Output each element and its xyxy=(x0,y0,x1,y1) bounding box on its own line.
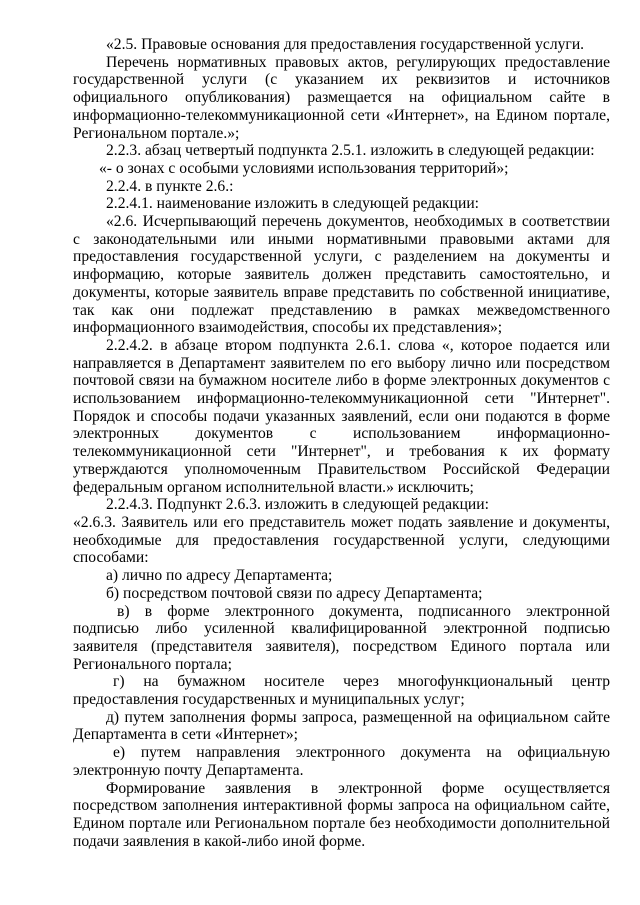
paragraph-2-2-4: 2.2.4. в пункте 2.6.: xyxy=(106,177,234,195)
paragraph-zones: «- о зонах с особыми условиями использования территорий»; xyxy=(99,159,509,177)
list-item-e: е) путем направления электронного документа на официальную электронную почту Департамента. xyxy=(73,744,610,779)
paragraph-electronic-form: Формирование заявления в электронной форме осуществляется посредством заполнения интерактивной формы запроса на официальном сайте, Едином портале или Региональном портале без необходимости дополнительной подачи заявления в какой-либо иной форме. xyxy=(73,779,610,850)
paragraph-2-2-3: 2.2.3. абзац четвертый подпункта 2.5.1. изложить в следующей редакции: xyxy=(106,142,595,160)
paragraph-legal-acts: Перечень нормативных правовых актов, регулирующих предоставление государственной услуги (с указанием их реквизитов и источников официального опубликования) размещается на официальном сайте в информационно-телекоммуникационной сети «Интернет», на Едином портале, Региональном портале.»; xyxy=(73,53,610,142)
list-item-g: г) на бумажном носителе через многофункциональный центр предоставления государственных и муниципальных услуг; xyxy=(73,673,610,709)
list-item-d: д) путем заполнения формы запроса, размещенной на официальном сайте Департамента в сети «Интернет»; xyxy=(73,708,610,744)
list-item-v: в) в форме электронного документа, подписанного электронной подписью либо усиленной квалифицированной электронной подписью заявителя (представителя заявителя), посредством Единого портала или Регионального портала; xyxy=(73,602,610,673)
paragraph-2-6-list: «2.6. Исчерпывающий перечень документов, необходимых в соответствии с законодательными или иными нормативными правовыми актами для предоставления государственной услуги, с разделением на документы и информацию, которые заявитель должен представить самостоятельно, и документы, которые заявитель вправе представить по собственной инициативе, так как они подлежат представлению в рамках межведомственного информационного взаимодействия, способы их представления»; xyxy=(73,213,610,337)
paragraph-2-6-3: «2.6.3. Заявитель или его представитель может подать заявление и документы, необходимые для предоставления государственной услуги, следующими способами: xyxy=(73,513,610,567)
paragraph-2-2-4-2: 2.2.4.2. в абзаце втором подпункта 2.6.1. слова «, которое подается или направляется в Департамент заявителем по его выбору лично или посредством почтовой связи на бумажном носителе либо в форме электронных документов с использованием информационно-телекоммуникационной сети "Интернет". Порядок и способы подачи указанных заявлений, если они подаются в форме электронных документов с использованием информационно-телекоммуникационной сети "Интернет", и требования к их формату утверждаются уполномоченным Правительством Российской Федерации федеральным органом исполнительной власти.» исключить; xyxy=(73,336,610,496)
paragraph-2-2-4-3: 2.2.4.3. Подпункт 2.6.3. изложить в следующей редакции: xyxy=(106,496,489,514)
section-heading-2-5: «2.5. Правовые основания для предоставления государственной услуги. xyxy=(106,36,585,53)
list-item-b: б) посредством почтовой связи по адресу Департамента; xyxy=(106,584,483,602)
paragraph-2-2-4-1: 2.2.4.1. наименование изложить в следующей редакции: xyxy=(106,195,479,213)
list-item-a: а) лично по адресу Департамента; xyxy=(106,567,333,585)
